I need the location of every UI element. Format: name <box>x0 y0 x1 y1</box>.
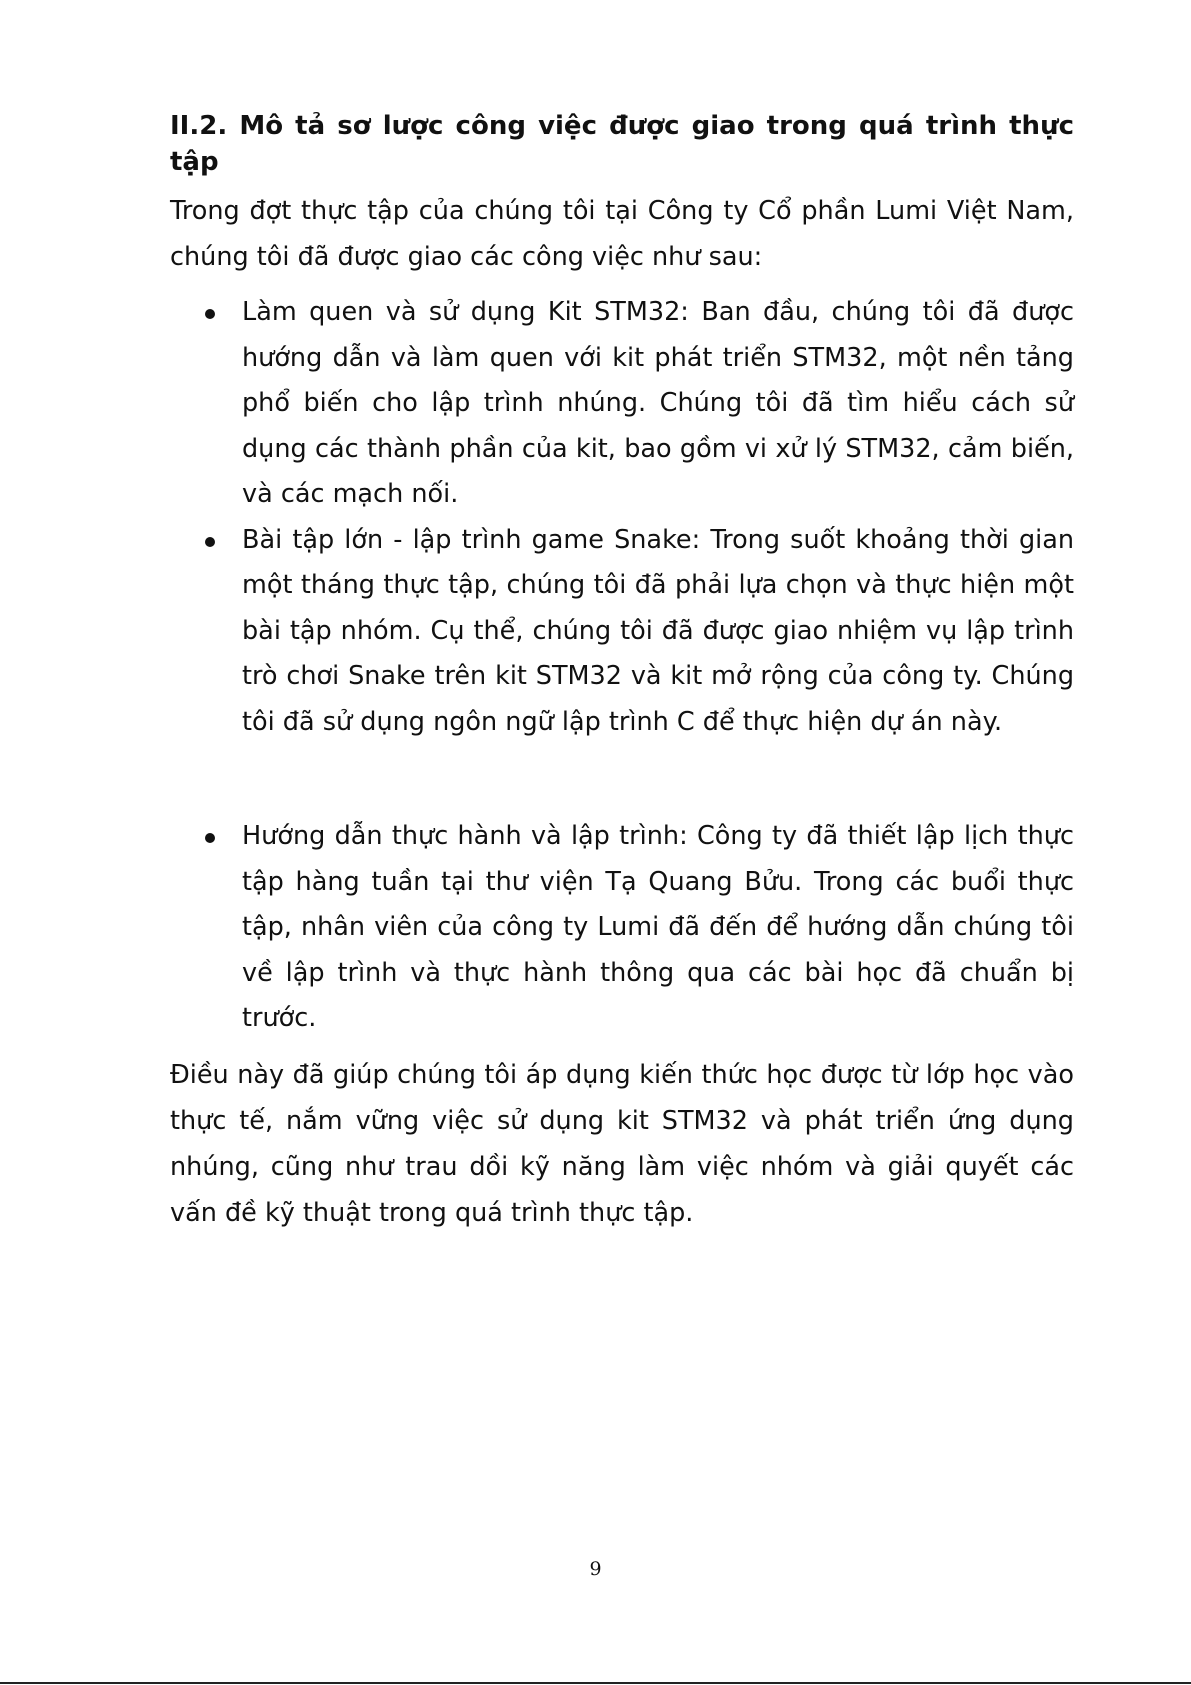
bullet-icon <box>205 833 215 843</box>
page-bottom-divider <box>0 1682 1191 1684</box>
bullet-icon <box>205 309 215 319</box>
list-item-text: Làm quen và sử dụng Kit STM32: Ban đầu, chúng tôi đã được hướng dẫn và làm quen với kit phát triển STM32, một nền tảng phổ biến cho lập trình nhúng. Chúng tôi đã tìm hiểu cách sử dụng các thành phần của kit, bao gồm vi xử lý STM32, cảm biến, và các mạch nối. <box>242 297 1074 509</box>
document-body <box>170 108 1074 1236</box>
page-number: 9 <box>589 1558 602 1580</box>
bullet-icon <box>205 537 215 547</box>
intro-paragraph: Trong đợt thực tập của chúng tôi tại Công ty Cổ phần Lumi Việt Nam, chúng tôi đã được giao các công việc như sau: <box>170 196 1074 272</box>
list-item <box>170 814 1074 1042</box>
section-heading: II.2. Mô tả sơ lược công việc được giao trong quá trình thực tập <box>170 111 1074 177</box>
list-item-text: Hướng dẫn thực hành và lập trình: Công ty đã thiết lập lịch thực tập hàng tuần tại thư viện Tạ Quang Bửu. Trong các buổi thực tập, nhân viên của công ty Lumi đã đến để hướng dẫn chúng tôi về lập trình và thực hành thông qua các bài học đã chuẩn bị trước. <box>242 821 1074 1033</box>
task-list <box>170 290 1074 1042</box>
list-item-text: Bài tập lớn - lập trình game Snake: Trong suốt khoảng thời gian một tháng thực tập, chúng tôi đã phải lựa chọn và thực hiện một bài tập nhóm. Cụ thể, chúng tôi đã được giao nhiệm vụ lập trình trò chơi Snake trên kit STM32 và kit mở rộng của công ty. Chúng tôi đã sử dụng ngôn ngữ lập trình C để thực hiện dự án này. <box>242 524 1074 737</box>
closing-paragraph: Điều này đã giúp chúng tôi áp dụng kiến thức học được từ lớp học vào thực tế, nắm vững việc sử dụng kit STM32 và phát triển ứng dụng nhúng, cũng như trau dồi kỹ năng làm việc nhóm và giải quyết các vấn đề kỹ thuật trong quá trình thực tập. <box>170 1059 1074 1228</box>
list-item <box>170 290 1074 518</box>
list-item <box>170 518 1074 746</box>
